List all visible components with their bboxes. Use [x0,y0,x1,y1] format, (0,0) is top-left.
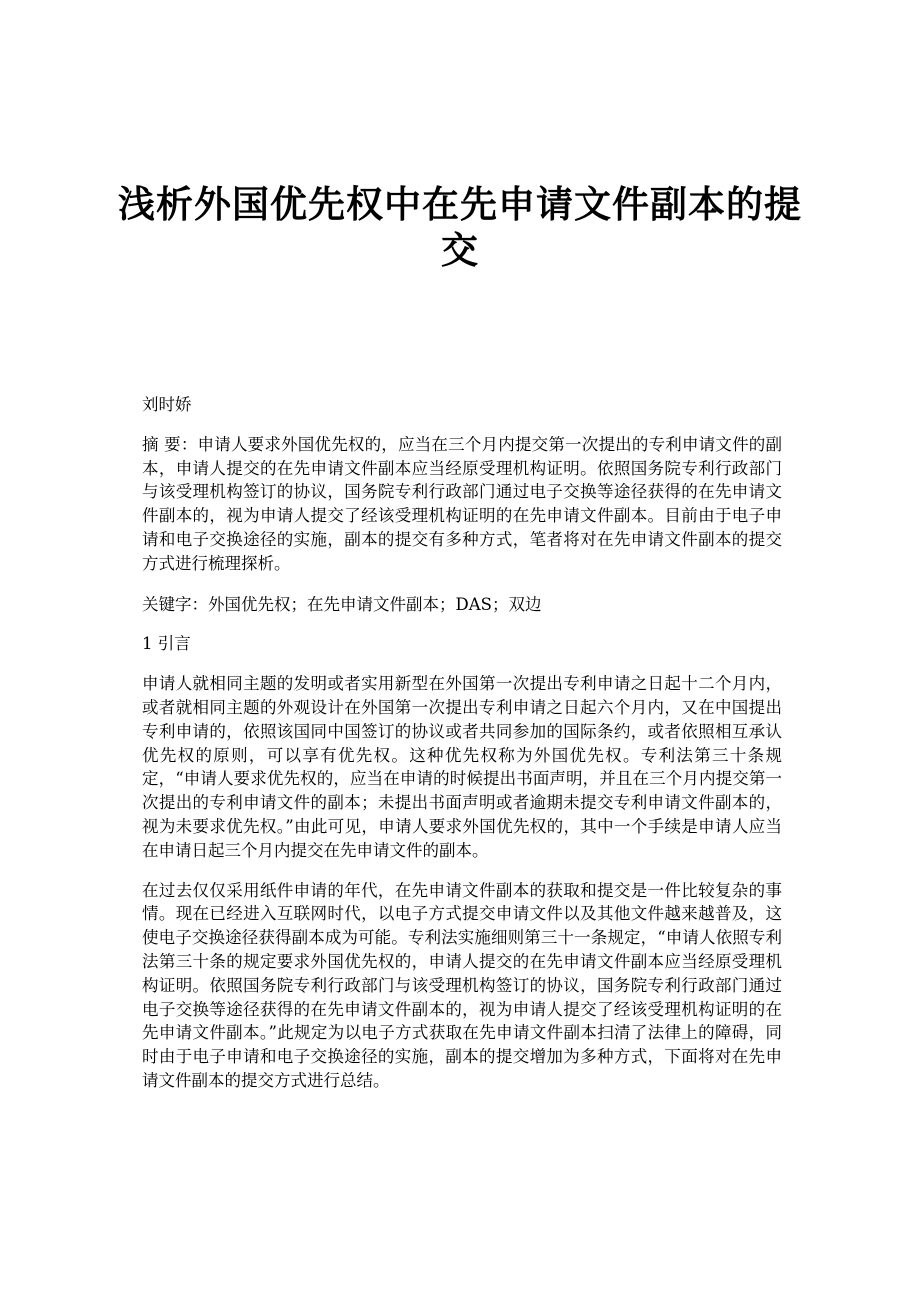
body-paragraph: 申请人就相同主题的发明或者实用新型在外国第一次提出专利申请之日起十二个月内，或者就相同主题的外观设计在外国第一次提出专利申请之日起六个月内，又在中国提出专利申请的，依照该国同中国签订的协议或者共同参加的国际条约，或者依照相互承认优先权的原则，可以享有优先权。这种优先权称为外国优先权。专利法第三十条规定，“申请人要求优先权的，应当在申请的时候提出书面声明，并且在三个月内提交第一次提出的专利申请文件的副本；未提出书面声明或者逾期未提交专利申请文件副本的，视为未要求优先权。”由此可见，申请人要求外国优先权的，其中一个手续是申请人应当在申请日起三个月内提交在先申请文件的副本。 [142,674,782,860]
keywords-line: 关键字：外国优先权；在先申请文件副本；DAS；双边 [142,594,542,614]
abstract-paragraph: 摘 要：申请人要求外国优先权的，应当在三个月内提交第一次提出的专利申请文件的副本，申请人提交的在先申请文件副本应当经原受理机构证明。依照国务院专利行政部门与该受理机构签订的协议，国务院专利行政部门通过电子交换等途径获得的在先申请文件副本的，视为申请人提交了经该受理机构证明的在先申请文件副本。目前由于电子申请和电子交换途径的实施，副本的提交有多种方式，笔者将对在先申请文件副本的提交方式进行梳理探析。 [142,434,782,573]
section-heading: 1 引言 [142,634,191,654]
document-title: 浅析外国优先权中在先申请文件副本的提交 [118,182,802,272]
document-body [142,393,782,1109]
body-paragraph: 在过去仅仅采用纸件申请的年代，在先申请文件副本的获取和提交是一件比较复杂的事情。现在已经进入互联网时代，以电子方式提交申请文件以及其他文件越来越普及，这使电子交换途径获得副本成为可能。专利法实施细则第三十一条规定，“申请人依照专利法第三十条的规定要求外国优先权的，申请人提交的在先申请文件副本应当经原受理机构证明。依照国务院专利行政部门与该受理机构签订的协议，国务院专利行政部门通过电子交换等途径获得的在先申请文件副本的，视为申请人提交了经该受理机构证明的在先申请文件副本。”此规定为以电子方式获取在先申请文件副本扫清了法律上的障碍，同时由于电子申请和电子交换途径的实施，副本的提交增加为多种方式，下面将对在先申请文件副本的提交方式进行总结。 [142,880,782,1090]
author-name: 刘时娇 [142,395,192,414]
